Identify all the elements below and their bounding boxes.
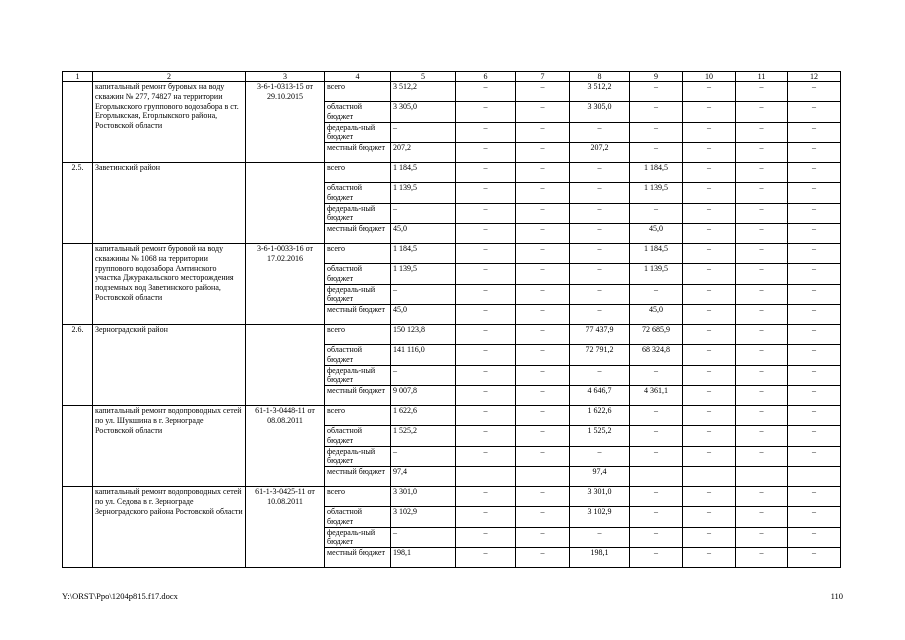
value-cell: – [456, 527, 516, 548]
value-cell: – [456, 426, 516, 447]
value-cell: – [683, 487, 736, 507]
value-cell: – [683, 365, 736, 386]
column-header: 6 [456, 72, 516, 82]
value-cell: – [683, 264, 736, 285]
value-cell: – [570, 264, 630, 285]
value-cell: – [516, 82, 570, 102]
value-cell: – [456, 548, 516, 568]
value-cell: 150 123,8 [391, 325, 456, 345]
value-cell [788, 467, 841, 487]
value-cell: – [788, 487, 841, 507]
value-cell: – [630, 122, 683, 143]
value-cell: 1 184,5 [391, 163, 456, 183]
value-cell: – [683, 325, 736, 345]
value-cell: – [516, 386, 570, 406]
value-cell: 1 139,5 [391, 183, 456, 204]
value-cell: – [456, 507, 516, 528]
value-cell: – [788, 102, 841, 123]
value-cell: 1 525,2 [570, 426, 630, 447]
value-cell [736, 467, 788, 487]
value-cell: – [683, 527, 736, 548]
funding-source: областной бюджет [325, 426, 391, 447]
value-cell: – [516, 102, 570, 123]
item-number: 2.6. [63, 325, 93, 406]
value-cell: – [736, 102, 788, 123]
column-header: 12 [788, 72, 841, 82]
funding-source: местный бюджет [325, 548, 391, 568]
value-cell: – [516, 284, 570, 305]
value-cell: – [516, 406, 570, 426]
value-cell: – [683, 305, 736, 325]
table-row [63, 406, 841, 426]
value-cell: – [788, 527, 841, 548]
value-cell: – [630, 82, 683, 102]
funding-source: федераль-ный бюджет [325, 527, 391, 548]
value-cell: 45,0 [391, 224, 456, 244]
item-description: капитальный ремонт водопроводных сетей по ул. Седова в г. Зернограде Зерноградского района Ростовской области [93, 487, 246, 568]
value-cell: – [683, 426, 736, 447]
value-cell: 77 437,9 [570, 325, 630, 345]
value-cell: – [788, 203, 841, 224]
value-cell: – [736, 527, 788, 548]
table-row [63, 82, 841, 102]
value-cell: – [630, 102, 683, 123]
funding-source: областной бюджет [325, 345, 391, 366]
item-description: капитальный ремонт буровых на воду скважин № 277, 74827 на территории Егорлыкского группового водозабора в ст. Егорлыкская, Егорлыкского района, Ростовской области [93, 82, 246, 163]
funding-source: всего [325, 487, 391, 507]
value-cell: – [788, 284, 841, 305]
value-cell: – [736, 487, 788, 507]
value-cell: 3 301,0 [391, 487, 456, 507]
value-cell: – [456, 163, 516, 183]
value-cell: 72 791,2 [570, 345, 630, 366]
value-cell: – [516, 183, 570, 204]
column-header: 1 [63, 72, 93, 82]
value-cell: – [736, 325, 788, 345]
funding-source: федераль-ный бюджет [325, 365, 391, 386]
item-number [63, 487, 93, 568]
value-cell: – [630, 426, 683, 447]
funding-source: местный бюджет [325, 386, 391, 406]
value-cell: 1 622,6 [391, 406, 456, 426]
value-cell: – [630, 203, 683, 224]
value-cell: – [788, 345, 841, 366]
value-cell: 3 512,2 [570, 82, 630, 102]
funding-source: всего [325, 406, 391, 426]
value-cell: 9 007,8 [391, 386, 456, 406]
value-cell: – [516, 487, 570, 507]
column-header: 11 [736, 72, 788, 82]
value-cell: 72 685,9 [630, 325, 683, 345]
value-cell: – [456, 487, 516, 507]
value-cell: – [391, 203, 456, 224]
value-cell: – [516, 325, 570, 345]
value-cell: – [683, 386, 736, 406]
value-cell: 1 139,5 [630, 183, 683, 204]
value-cell: – [788, 264, 841, 285]
item-description: Зерноградский район [93, 325, 246, 406]
value-cell: – [516, 548, 570, 568]
budget-table [62, 71, 841, 568]
value-cell: 45,0 [391, 305, 456, 325]
value-cell: – [736, 305, 788, 325]
value-cell: 1 525,2 [391, 426, 456, 447]
value-cell: – [736, 224, 788, 244]
value-cell: 1 622,6 [570, 406, 630, 426]
value-cell: – [788, 548, 841, 568]
column-header-row [63, 72, 841, 82]
value-cell [456, 467, 516, 487]
contract-reference [246, 325, 325, 406]
footer-page-number: 110 [830, 591, 843, 601]
contract-reference: 3-6-1-0313-15 от 29.10.2015 [246, 82, 325, 163]
value-cell: – [788, 82, 841, 102]
value-cell: 198,1 [570, 548, 630, 568]
contract-reference: 3-6-1-0033-16 от 17.02.2016 [246, 244, 325, 325]
value-cell: – [456, 386, 516, 406]
value-cell: – [456, 325, 516, 345]
value-cell: – [516, 527, 570, 548]
funding-source: всего [325, 325, 391, 345]
value-cell: – [516, 244, 570, 264]
value-cell: – [788, 183, 841, 204]
value-cell: 207,2 [391, 143, 456, 163]
column-header: 8 [570, 72, 630, 82]
value-cell: – [516, 203, 570, 224]
value-cell: – [630, 507, 683, 528]
value-cell: – [788, 163, 841, 183]
value-cell: – [456, 406, 516, 426]
funding-source: федераль-ный бюджет [325, 446, 391, 467]
value-cell: – [456, 345, 516, 366]
column-header: 10 [683, 72, 736, 82]
value-cell: – [630, 487, 683, 507]
item-description: капитальный ремонт буровой на воду скважины № 1068 на территории группового водозабора Амтинского участка Джуракальского месторождения подземных вод Заветинского района, Ростовской области [93, 244, 246, 325]
value-cell: – [788, 305, 841, 325]
value-cell: – [683, 143, 736, 163]
value-cell: – [570, 527, 630, 548]
table-row [63, 325, 841, 345]
table-row [63, 163, 841, 183]
funding-source: местный бюджет [325, 143, 391, 163]
value-cell: – [736, 244, 788, 264]
item-number: 2.5. [63, 163, 93, 244]
value-cell: 45,0 [630, 224, 683, 244]
value-cell: 3 512,2 [391, 82, 456, 102]
funding-source: областной бюджет [325, 264, 391, 285]
value-cell: – [630, 365, 683, 386]
value-cell: 3 301,0 [570, 487, 630, 507]
contract-reference: 61-1-3-0448-11 от 08.08.2011 [246, 406, 325, 487]
value-cell: – [456, 183, 516, 204]
value-cell: – [570, 365, 630, 386]
value-cell: 1 184,5 [630, 163, 683, 183]
value-cell: – [788, 244, 841, 264]
value-cell: – [391, 446, 456, 467]
value-cell: – [456, 305, 516, 325]
value-cell [516, 467, 570, 487]
value-cell: – [736, 406, 788, 426]
value-cell: – [630, 143, 683, 163]
value-cell: – [683, 244, 736, 264]
value-cell: – [788, 325, 841, 345]
value-cell: – [630, 406, 683, 426]
value-cell: – [516, 143, 570, 163]
value-cell: – [630, 527, 683, 548]
value-cell: – [516, 305, 570, 325]
value-cell: – [516, 345, 570, 366]
item-description: капитальный ремонт водопроводных сетей по ул. Шукшина в г. Зернограде Ростовской области [93, 406, 246, 487]
value-cell: – [516, 163, 570, 183]
funding-source: федераль-ный бюджет [325, 284, 391, 305]
value-cell: – [736, 284, 788, 305]
value-cell: – [570, 183, 630, 204]
funding-source: местный бюджет [325, 305, 391, 325]
column-header: 4 [325, 72, 391, 82]
value-cell: – [456, 82, 516, 102]
value-cell: – [391, 527, 456, 548]
column-header: 9 [630, 72, 683, 82]
value-cell: – [736, 163, 788, 183]
value-cell: – [736, 203, 788, 224]
value-cell: – [736, 386, 788, 406]
item-number [63, 244, 93, 325]
value-cell: – [630, 548, 683, 568]
value-cell: – [570, 224, 630, 244]
value-cell: – [788, 224, 841, 244]
value-cell: – [736, 507, 788, 528]
value-cell: – [683, 224, 736, 244]
value-cell: – [630, 446, 683, 467]
value-cell: – [788, 365, 841, 386]
funding-source: федераль-ный бюджет [325, 203, 391, 224]
value-cell: – [516, 426, 570, 447]
value-cell: – [570, 305, 630, 325]
value-cell: 198,1 [391, 548, 456, 568]
value-cell: – [788, 143, 841, 163]
table-row [63, 244, 841, 264]
value-cell: 4 361,1 [630, 386, 683, 406]
value-cell: 1 184,5 [630, 244, 683, 264]
value-cell: – [683, 548, 736, 568]
column-header: 5 [391, 72, 456, 82]
footer-file-path: Y:\ORST\Ppo\1204p815.f17.docx [62, 591, 178, 601]
value-cell: – [456, 102, 516, 123]
value-cell: – [516, 507, 570, 528]
value-cell: – [456, 446, 516, 467]
value-cell: 3 102,9 [391, 507, 456, 528]
value-cell: – [516, 224, 570, 244]
value-cell: – [570, 446, 630, 467]
value-cell: – [736, 446, 788, 467]
value-cell: – [736, 264, 788, 285]
value-cell: – [683, 122, 736, 143]
table-row [63, 487, 841, 507]
value-cell: – [788, 426, 841, 447]
funding-source: областной бюджет [325, 102, 391, 123]
column-header: 2 [93, 72, 246, 82]
value-cell: – [736, 183, 788, 204]
value-cell: – [391, 284, 456, 305]
value-cell: – [516, 365, 570, 386]
item-number [63, 82, 93, 163]
value-cell: – [683, 82, 736, 102]
funding-source: всего [325, 82, 391, 102]
value-cell: 68 324,8 [630, 345, 683, 366]
value-cell: – [788, 122, 841, 143]
value-cell: – [736, 548, 788, 568]
value-cell: – [683, 345, 736, 366]
value-cell: 207,2 [570, 143, 630, 163]
contract-reference: 61-1-3-0425-11 от 10.08.2011 [246, 487, 325, 568]
value-cell: – [630, 284, 683, 305]
funding-source: местный бюджет [325, 467, 391, 487]
column-header: 7 [516, 72, 570, 82]
value-cell: – [683, 284, 736, 305]
value-cell: – [570, 244, 630, 264]
funding-source: местный бюджет [325, 224, 391, 244]
value-cell: 97,4 [391, 467, 456, 487]
value-cell: – [683, 507, 736, 528]
value-cell: – [736, 82, 788, 102]
funding-source: федераль-ный бюджет [325, 122, 391, 143]
value-cell: 97,4 [570, 467, 630, 487]
value-cell: – [736, 345, 788, 366]
value-cell: – [570, 122, 630, 143]
value-cell: – [456, 203, 516, 224]
value-cell: – [456, 224, 516, 244]
funding-source: всего [325, 244, 391, 264]
funding-source: областной бюджет [325, 507, 391, 528]
value-cell: – [788, 386, 841, 406]
value-cell: – [683, 406, 736, 426]
value-cell: – [683, 102, 736, 123]
value-cell [683, 467, 736, 487]
item-number [63, 406, 93, 487]
value-cell: – [456, 143, 516, 163]
value-cell: – [570, 203, 630, 224]
value-cell: 1 139,5 [391, 264, 456, 285]
value-cell: 3 305,0 [570, 102, 630, 123]
value-cell: – [456, 284, 516, 305]
value-cell: – [570, 284, 630, 305]
contract-reference [246, 163, 325, 244]
value-cell: – [516, 264, 570, 285]
value-cell: – [391, 365, 456, 386]
value-cell: 45,0 [630, 305, 683, 325]
value-cell: – [683, 446, 736, 467]
value-cell: 141 116,0 [391, 345, 456, 366]
value-cell [630, 467, 683, 487]
value-cell: – [788, 406, 841, 426]
value-cell: – [736, 143, 788, 163]
column-header: 3 [246, 72, 325, 82]
value-cell: – [683, 183, 736, 204]
value-cell: – [456, 264, 516, 285]
value-cell: 1 184,5 [391, 244, 456, 264]
value-cell: – [736, 122, 788, 143]
value-cell: – [391, 122, 456, 143]
value-cell: – [516, 122, 570, 143]
value-cell: – [456, 122, 516, 143]
value-cell: – [683, 163, 736, 183]
value-cell: 4 646,7 [570, 386, 630, 406]
value-cell: – [456, 244, 516, 264]
value-cell: – [736, 426, 788, 447]
value-cell: – [736, 365, 788, 386]
value-cell: – [788, 507, 841, 528]
funding-source: всего [325, 163, 391, 183]
value-cell: – [683, 203, 736, 224]
value-cell: 3 305,0 [391, 102, 456, 123]
value-cell: 1 139,5 [630, 264, 683, 285]
value-cell: – [570, 163, 630, 183]
value-cell: – [456, 365, 516, 386]
value-cell: 3 102,9 [570, 507, 630, 528]
value-cell: – [788, 446, 841, 467]
funding-source: областной бюджет [325, 183, 391, 204]
value-cell: – [516, 446, 570, 467]
item-description: Заветинский район [93, 163, 246, 244]
